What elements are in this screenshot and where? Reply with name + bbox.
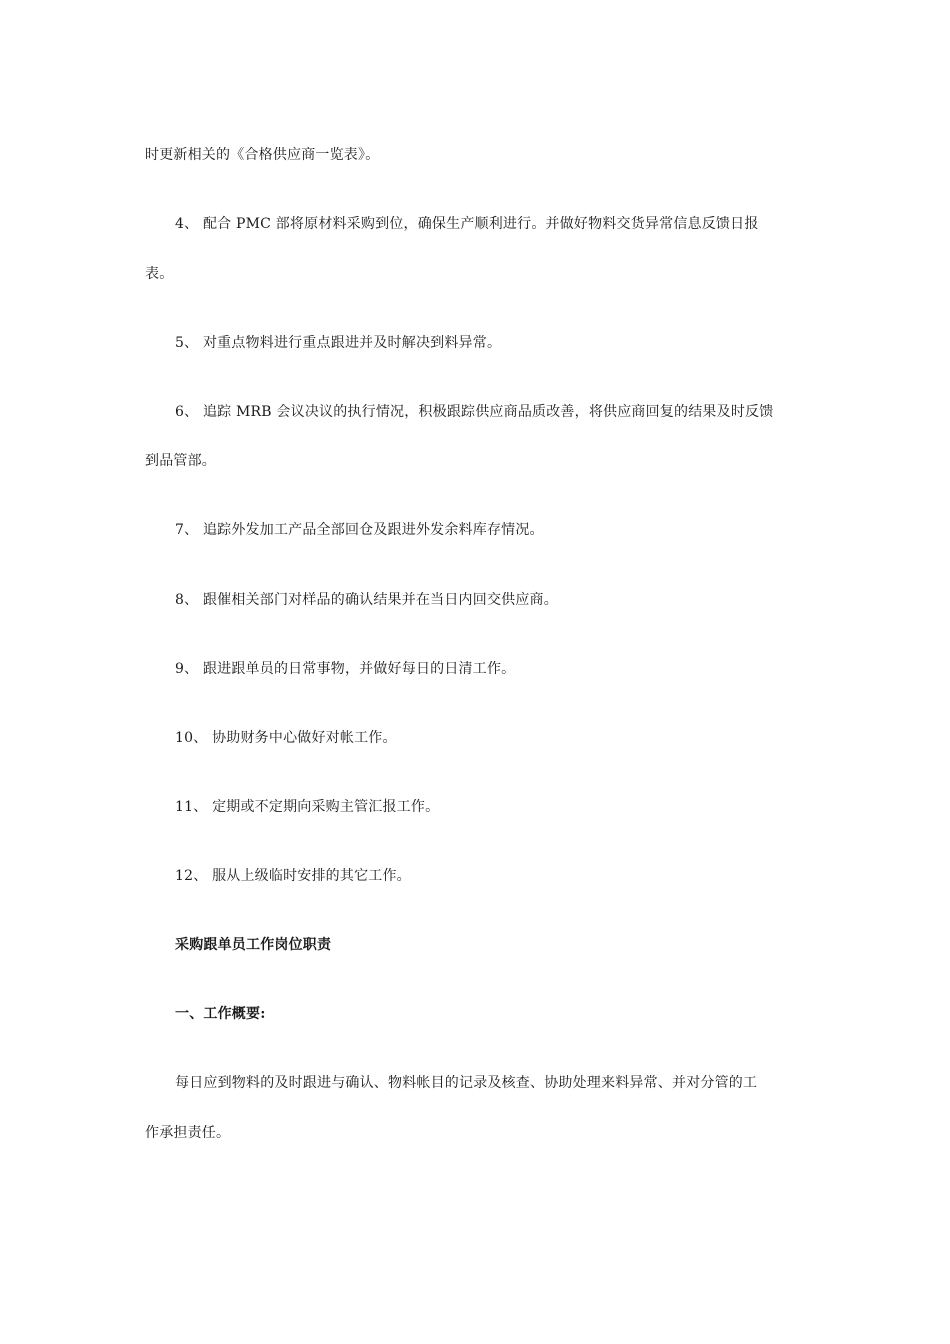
list-item-11: 11、 定期或不定期向采购主管汇报工作。 [175,799,440,815]
list-item-8: 8、 跟催相关部门对样品的确认结果并在当日内回交供应商。 [175,592,558,608]
subsection-heading: 一、工作概要: [175,1006,266,1022]
list-item-12: 12、 服从上级临时安排的其它工作。 [175,868,411,884]
list-item-6-continuation: 到品管部。 [145,453,216,469]
list-item-4: 4、 配合 PMC 部将原材料采购到位，确保生产顺利进行。并做好物料交货异常信息反馈日报 [175,216,759,232]
list-item-5: 5、 对重点物料进行重点跟进并及时解决到料异常。 [175,335,502,351]
section-heading: 采购跟单员工作岗位职责 [175,937,332,953]
list-item-6: 6、 追踪 MRB 会议决议的执行情况，积极跟踪供应商品质改善，将供应商回复的结果及时反馈 [175,404,774,420]
list-item-7: 7、 追踪外发加工产品全部回仓及跟进外发余料库存情况。 [175,522,544,538]
list-item-10: 10、 协助财务中心做好对帐工作。 [175,730,397,746]
paragraph-summary-continuation: 作承担责任。 [145,1125,231,1141]
text-line-continuation: 时更新相关的《合格供应商一览表》。 [145,147,380,163]
list-item-9: 9、 跟进跟单员的日常事物，并做好每日的日清工作。 [175,661,516,677]
paragraph-summary: 每日应到物料的及时跟进与确认、物料帐目的记录及核查、协助处理来料异常、并对分管的工 [175,1075,758,1091]
list-item-4-continuation: 表。 [145,266,174,282]
